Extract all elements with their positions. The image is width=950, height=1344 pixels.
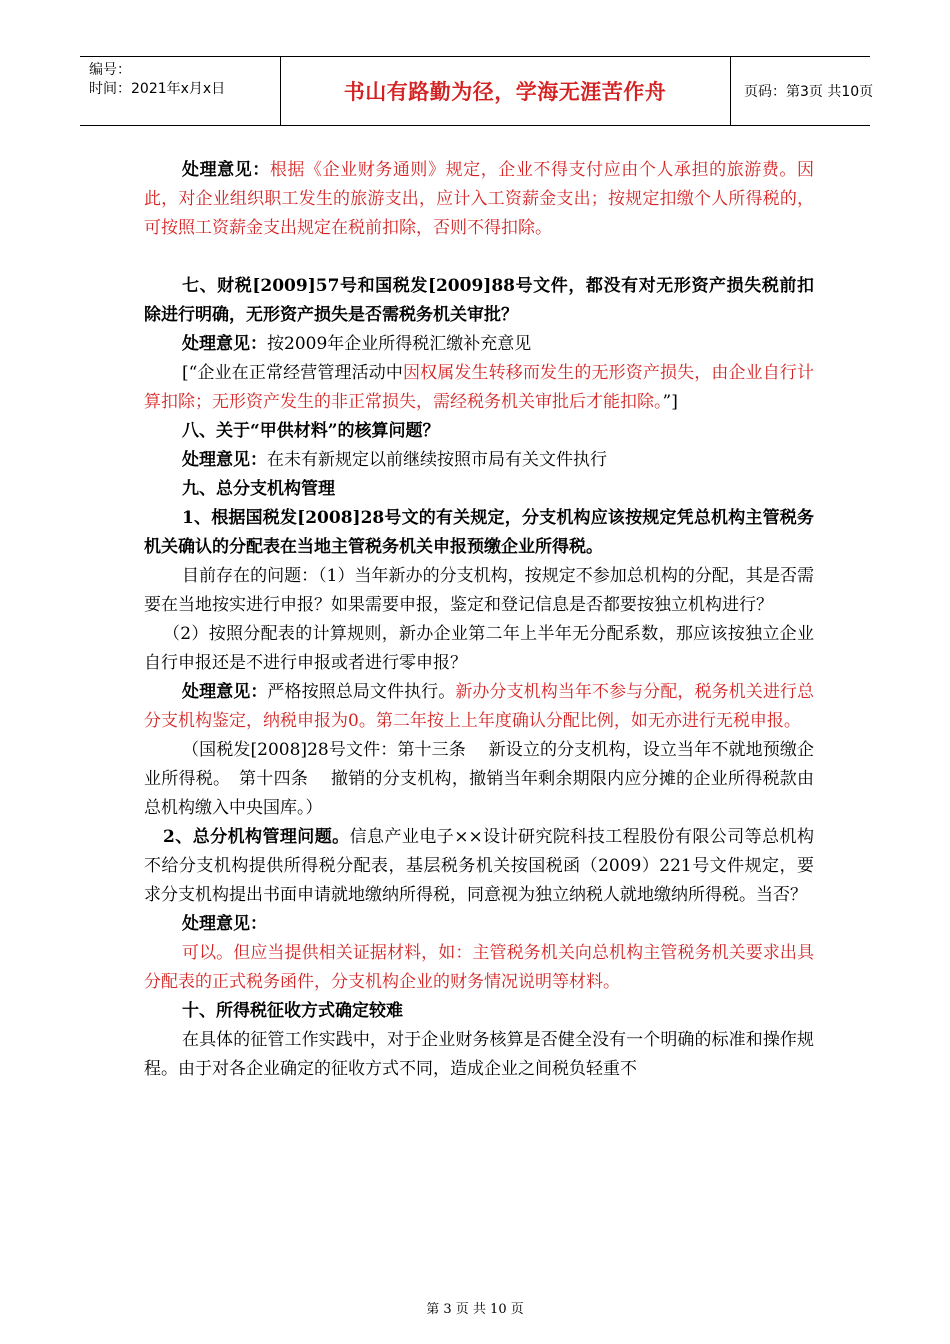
section-9-2-paragraph [144,823,814,910]
header-motto-cell [280,57,731,125]
section-8-opinion [144,446,814,475]
section-9-heading: 九、总分支机构管理 [182,479,335,499]
quote-red-text: 因权属发生转移而发生的无形资产损失，由企业自行计算扣除；无形资产发生的非正常损失，需经税务机关审批后才能扣除。 [144,363,814,412]
quote-start: [“企业在正常经营管理活动中 [182,363,404,383]
section-9-2-opinion-text: 可以。但应当提供相关证据材料，如：主管税务机关向总机构主管税务机关要求出具分配表的正式税务函件，分支机构企业的财务情况说明等材料。 [144,943,814,992]
page-footer: 第 3 页 共 10 页 [426,1302,524,1317]
section-7-heading: 七、财税[2009]57号和国税发[2009]88号文件，都没有对无形资产损失税前扣除进行明确，无形资产损失是否需税务机关审批？ [144,276,814,325]
header-motto: 书山有路勤为径，学海无涯苦作舟 [343,80,667,104]
section-8-heading: 八、关于“甲供材料”的核算问题？ [182,421,440,441]
opinion-label: 处理意见： [182,334,267,354]
opinion-label: 处理意见： [182,160,270,180]
section-9-1-heading: 1、根据国税发[2008]28号文的有关规定，分支机构应该按规定凭总机构主管税务机关确认的分配表在当地主管税务机关申报预缴企业所得税。 [144,508,814,557]
section-9-1-opinion [144,678,814,736]
section-7-opinion [144,330,814,359]
opinion-label: 处理意见： [182,450,267,470]
header-page-cell [730,57,874,125]
paragraph-opinion-travel [144,156,814,243]
document-body [144,156,814,1084]
opinion-text: 根据《企业财务通则》规定，企业不得支付应由个人承担的旅游费。因此，对企业组织职工发生的旅游支出，应计入工资薪金支出；按规定扣缴个人所得税的，可按照工资薪金支出规定在税前扣除，否则不得扣除。 [144,160,815,238]
section-10-heading: 十、所得税征收方式确定较难 [182,1001,403,1021]
section-7-quote [144,359,814,417]
document-time-label: 时间：2021年x月x日 [89,81,226,97]
header-page-code: 页码：第3页 共10页 [744,84,874,100]
section-9-1-problem-2: （2）按照分配表的计算规则，新办企业第二年上半年无分配系数，那应该按独立企业自行申报还是不进行申报或者进行零申报？ [144,624,814,673]
section-10-text: 在具体的征管工作实践中，对于企业财务核算是否健全没有一个明确的标准和操作规程。由于对各企业确定的征收方式不同，造成企业之间税负轻重不 [144,1030,814,1079]
section-9-1-problem-1: 目前存在的问题：（1）当年新办的分支机构，按规定不参加总机构的分配，其是否需要在当地按实进行申报？如果需要申报，鉴定和登记信息是否都要按独立机构进行？ [144,566,814,615]
opinion-text: 按2009年企业所得税汇缴补充意见 [267,334,532,354]
opinion-red-text: 新办分支机构当年不参与分配，税务机关进行总分支机构鉴定，纳税申报为0。第二年按上上年度确认分配比例，如无亦进行无税申报。 [144,682,815,731]
opinion-label: 处理意见： [182,682,268,702]
quote-end: ”] [662,392,678,412]
page-header [80,56,874,126]
section-9-2-opinion-label: 处理意见： [182,914,267,934]
opinion-text: 严格按照总局文件执行。 [267,682,456,702]
section-9-1-note: （国税发[2008]28号文件：第十三条 新设立的分支机构，设立当年不就地预缴企业所得税。 第十四条 撤销的分支机构，撤销当年剩余期限内应分摊的企业所得税款由总机构缴入中央国库。） [144,740,814,818]
document-number-label: 编号： [89,62,131,78]
section-9-2-text: 信息产业电子××设计研究院科技工程股份有限公司等总机构不给分支机构提供所得税分配表，基层税务机关按国税函（2009）221号文件规定，要求分支机构提出书面申请就地缴纳所得税，同意视为独立纳税人就地缴纳所得税。当否？ [144,827,814,905]
header-info-cell [80,57,281,125]
section-9-2-heading: 2、总分机构管理问题。 [163,827,350,847]
opinion-text: 在未有新规定以前继续按照市局有关文件执行 [267,450,607,470]
